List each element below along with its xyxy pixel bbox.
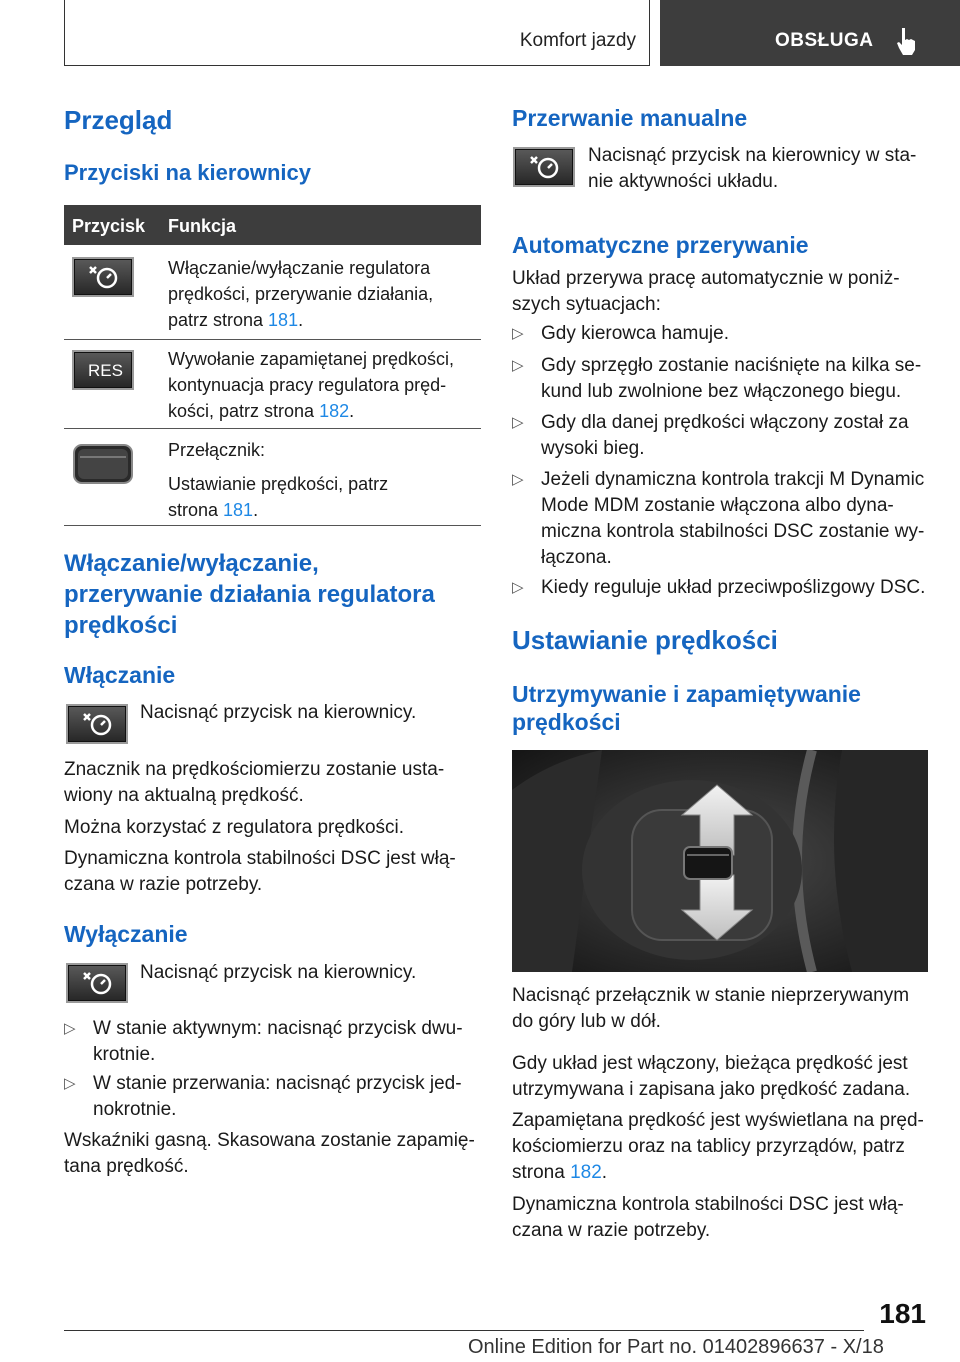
footer-divider	[64, 1330, 864, 1331]
list-item: ▷ W stanie przerwania: nacisnąć przycisk jed- nokrotnie.	[64, 1073, 462, 1120]
cruise-control-button-icon	[72, 257, 134, 297]
page-title: Przegląd	[64, 105, 173, 135]
table-header-button: Przycisk	[72, 216, 146, 236]
header-chapter-title: OBSŁUGA	[775, 30, 874, 51]
list-item: ▷ W stanie aktywnym: nacisnąć przycisk dwu- krotnie.	[64, 1018, 463, 1065]
cruise-control-button-icon	[513, 147, 575, 187]
section-title: Włączanie/wyłączanie, przerywanie działania regulatora prędkości	[64, 550, 435, 639]
on-paragraph: Znacznik na prędkościomierzu zostanie usta- wiony na aktualną prędkość.	[64, 759, 445, 806]
page-link[interactable]: 181	[223, 500, 254, 520]
triangle-bullet-icon: ▷	[512, 579, 524, 596]
speed-subheading: Utrzymywanie i zapamiętywanie prędkości	[512, 681, 861, 735]
buttons-table	[64, 205, 481, 526]
auto-heading: Automatyczne przerywanie	[512, 232, 809, 258]
table-row	[64, 429, 481, 526]
on-paragraph: Dynamiczna kontrola stabilności DSC jest włą- czana w razie potrzeby.	[64, 848, 456, 895]
triangle-bullet-icon: ▷	[64, 1020, 76, 1037]
table-header-function: Funkcja	[168, 216, 237, 236]
rocker-switch-icon	[72, 439, 134, 489]
speed-paragraph: Gdy układ jest włączony, bieżąca prędkość jest utrzymywana i zapisana jako prędkość zadana.	[512, 1053, 911, 1100]
on-heading: Włączanie	[64, 662, 176, 688]
page-link[interactable]: 182	[319, 401, 350, 421]
page-header	[0, 0, 960, 66]
speed-paragraph: Dynamiczna kontrola stabilności DSC jest włą- czana w razie potrzeby.	[512, 1194, 904, 1241]
table-cell-function: Wywołanie zapamiętanej prędkości, kontynuacja pracy regulatora pręd- kości, patrz strona 182.	[168, 349, 454, 421]
list-item: ▷ Gdy kierowca hamuje.	[512, 321, 729, 347]
res-button-icon: RES	[72, 350, 134, 390]
on-instruction: Nacisnąć przycisk na kierownicy.	[140, 702, 417, 723]
header-section-title: Komfort jazdy	[519, 30, 636, 51]
footer-edition: Online Edition for Part no. 01402896637 - X/18	[468, 1336, 884, 1358]
auto-intro: Układ przerywa pracę automatycznie w poniż- szych sytuacjach:	[512, 268, 900, 315]
list-item: ▷ Kiedy reguluje układ przeciwpoślizgowy DSC.	[512, 575, 925, 601]
off-note: Wskaźniki gasną. Skasowana zostanie zapamię- tana prędkość.	[64, 1130, 475, 1177]
list-item: ▷ Gdy dla danej prędkości włączony został za wysoki bieg.	[512, 412, 909, 459]
table-cell-function: Włączanie/wyłączanie regulatora prędkości, przerywanie działania, patrz strona 181.	[168, 258, 434, 330]
steering-buttons-heading: Przyciski na kierownicy	[64, 160, 312, 185]
triangle-bullet-icon: ▷	[512, 414, 524, 431]
manual-heading: Przerwanie manualne	[512, 105, 748, 131]
table-row	[64, 245, 481, 340]
page-number: 181	[879, 1298, 926, 1329]
off-instruction: Nacisnąć przycisk na kierownicy.	[140, 962, 417, 983]
triangle-bullet-icon: ▷	[512, 325, 524, 342]
triangle-bullet-icon: ▷	[64, 1075, 76, 1092]
page-link[interactable]: 182	[570, 1162, 602, 1183]
table-cell-function: Przełącznik: Ustawianie prędkości, patrz strona 181.	[168, 440, 389, 520]
manual-text: Nacisnąć przycisk na kierownicy w sta- nie aktywności układu.	[588, 145, 917, 192]
speed-paragraph: Nacisnąć przełącznik w stanie nieprzerywanym do góry lub w dół.	[512, 985, 910, 1032]
table-header	[64, 205, 481, 245]
triangle-bullet-icon: ▷	[512, 471, 524, 488]
pointing-hand-icon	[895, 26, 919, 56]
off-heading: Wyłączanie	[64, 921, 188, 947]
speed-paragraph: Zapamiętana prędkość jest wyświetlana na pręd- kościomierzu oraz na tablicy przyrządów, patrz strona 182.	[512, 1110, 924, 1183]
cruise-control-button-icon	[66, 704, 128, 744]
page-link[interactable]: 181	[268, 310, 299, 330]
list-item: ▷ Jeżeli dynamiczna kontrola trakcji M Dynamic Mode MDM zostanie włączona albo dyna- miczna kontrola stabilności DSC zostanie wy- łączona.	[512, 469, 925, 568]
on-paragraph: Można korzystać z regulatora prędkości.	[64, 817, 405, 838]
triangle-bullet-icon: ▷	[512, 357, 524, 374]
table-row	[64, 340, 481, 429]
speed-heading: Ustawianie prędkości	[512, 625, 778, 655]
list-item: ▷ Gdy sprzęgło zostanie naciśnięte na kilka se- kund lub zwolnione bez włączonego biegu.	[512, 355, 922, 402]
steering-wheel-switch-photo	[512, 750, 928, 972]
cruise-control-button-icon	[66, 963, 128, 1003]
